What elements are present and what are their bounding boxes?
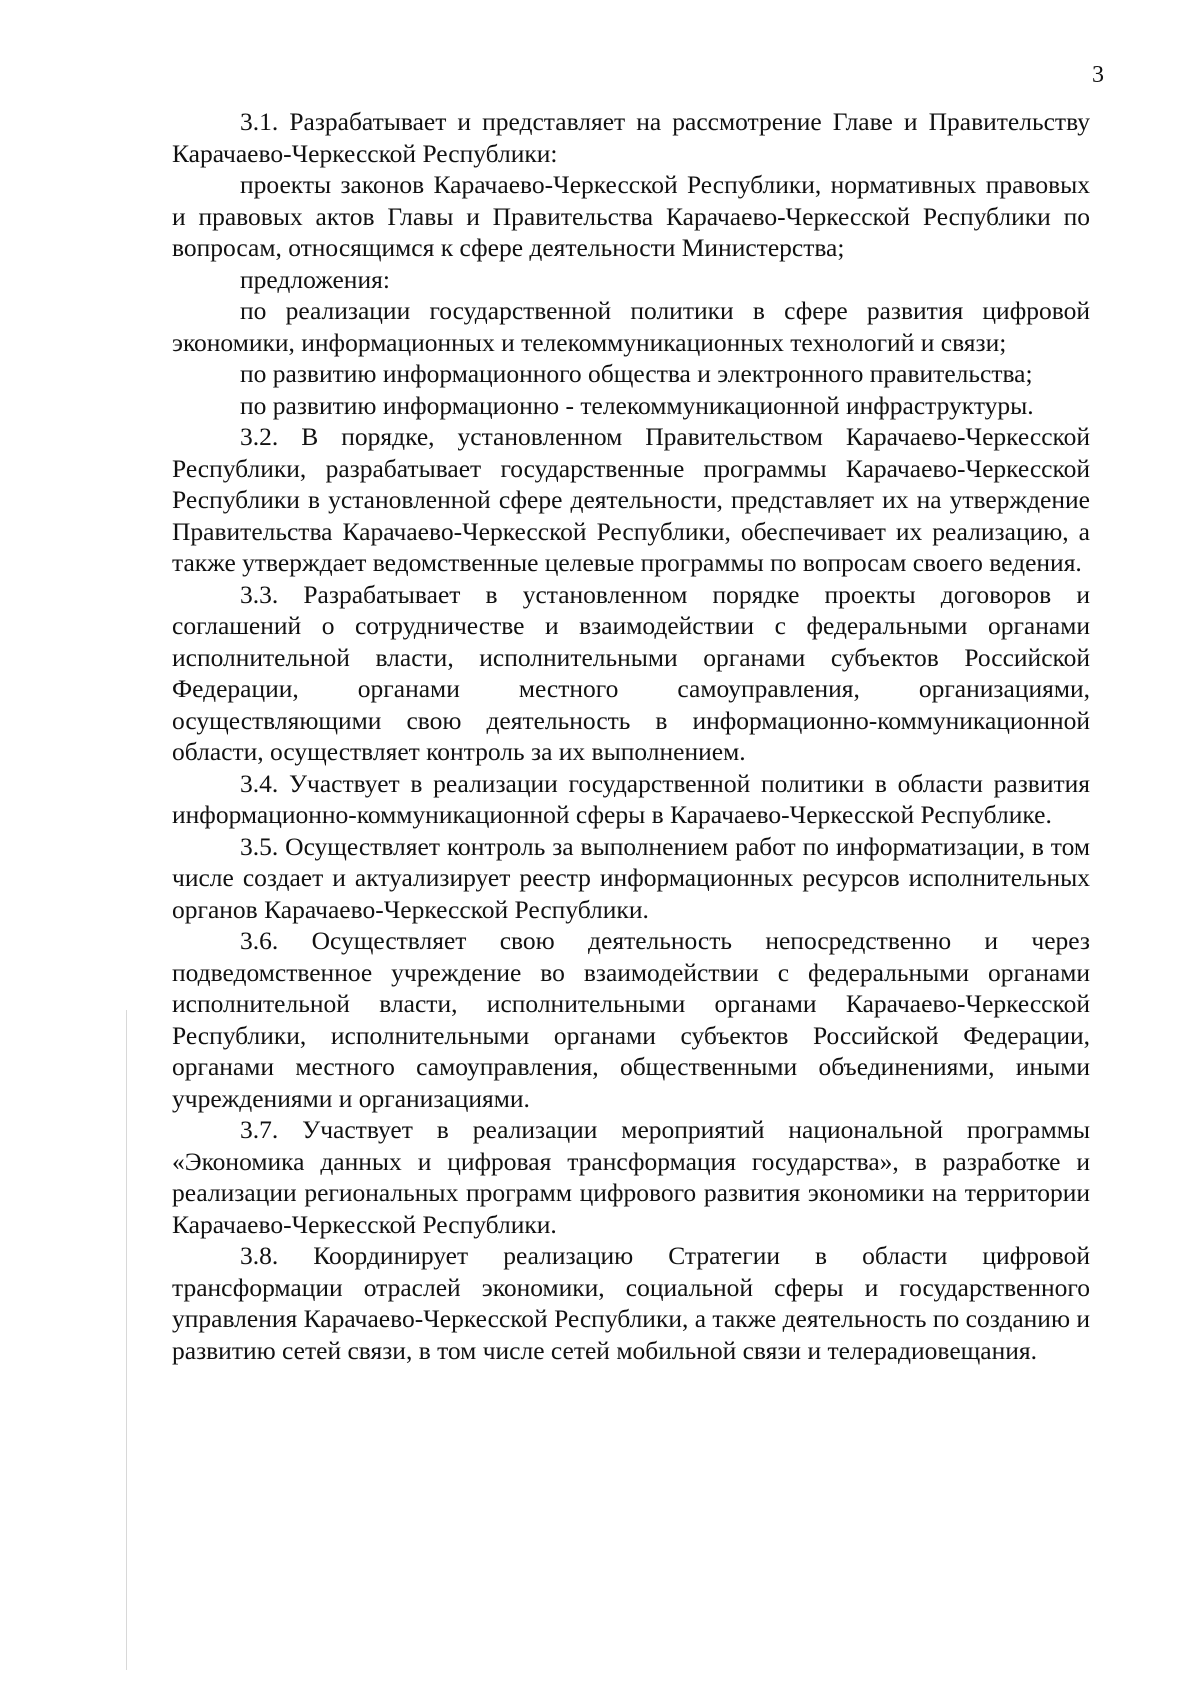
paragraph-proposal-society: по развитию информационного общества и электронного правительства; — [240, 359, 1033, 388]
paragraph-proposal-infrastructure: по развитию информационно - телекоммуникационной инфраструктуры. — [240, 390, 1034, 420]
paragraph-proposals-heading: предложения: — [240, 264, 390, 294]
page-number: 3 — [1092, 62, 1104, 88]
paragraph-3-6: 3.6. Осуществляет свою деятельность непосредственно и через подведомственное учреждение во взаимодействии с федеральными органами исполнительной власти, исполнительными органами Карачаево-Черкесской Республики, исполнительными органами субъектов Российской Федерации, органами местного самоуправления, общественными объединениями, иными учреждениями и организациями. — [172, 926, 1090, 1113]
paragraph-3-4: 3.4. Участвует в реализации государственной политики в области развития информационно-коммуникационной сферы в Карачаево-Черкесской Республике. — [172, 768, 1090, 829]
paragraph-3-2: 3.2. В порядке, установленном Правительством Карачаево-Черкесской Республики, разрабатывает государственные программы Карачаево-Черкесской Республики в установленной сфере деятельности, представляет их на утверждение Правительства Карачаево-Черкесской Республики, обеспечивает их реализацию, а также утверждает ведомственные целевые программы по вопросам своего ведения. — [172, 422, 1090, 577]
paragraph-3-5: 3.5. Осуществляет контроль за выполнением работ по информатизации, в том числе создает и актуализирует реестр информационных ресурсов исполнительных органов Карачаево-Черкесской Республики. — [172, 831, 1090, 924]
paragraph-3-3: 3.3. Разрабатывает в установленном порядке проекты договоров и соглашений о сотрудничестве и взаимодействии с федеральными органами исполнительной власти, исполнительными органами субъектов Российской Федерации, органами местного самоуправления, организациями, осуществляющими свою деятельность в информационно-коммуникационной области, осуществляет контроль за их выполнением. — [172, 579, 1090, 766]
paragraph-3-1: 3.1. Разрабатывает и представляет на рассмотрение Главе и Правительству Карачаево-Черкесской Республики: — [172, 107, 1090, 168]
scan-margin-line — [126, 1010, 127, 1670]
paragraph-draft-laws: проекты законов Карачаево-Черкесской Республики, нормативных правовых и правовых актов Главы и Правительства Карачаево-Черкесской Республики по вопросам, относящимся к сфере деятельности Министерства; — [172, 170, 1090, 262]
paragraph-3-7: 3.7. Участвует в реализации мероприятий национальной программы «Экономика данных и цифровая трансформация государства», в разработке и реализации региональных программ цифрового развития экономики на территории Карачаево-Черкесской Республики. — [172, 1115, 1090, 1239]
paragraph-3-8: 3.8. Координирует реализацию Стратегии в области цифровой трансформации отраслей экономики, социальной сферы и государственного управления Карачаево-Черкесской Республики, а также деятельность по созданию и развитию сетей связи, в том числе сетей мобильной связи и телерадиовещания. — [172, 1241, 1091, 1365]
paragraph-proposal-policy: по реализации государственной политики в сфере развития цифровой экономики, информационных и телекоммуникационных технологий и связи; — [172, 296, 1090, 357]
document-body — [172, 106, 1090, 1366]
